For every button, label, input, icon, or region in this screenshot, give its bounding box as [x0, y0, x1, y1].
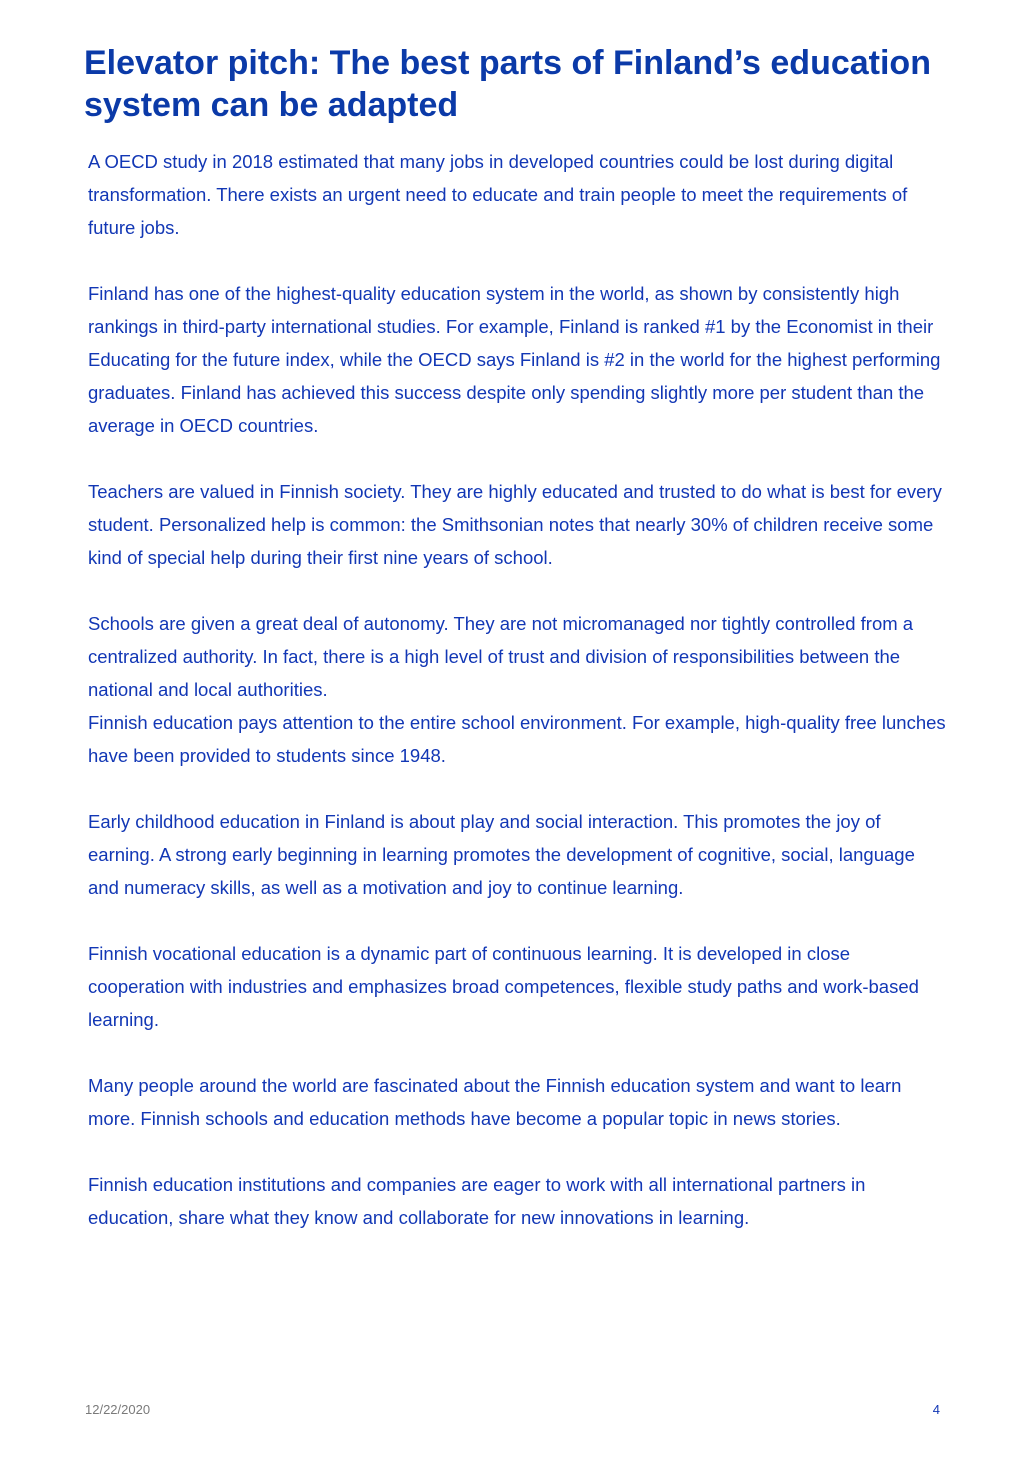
page-title: Elevator pitch: The best parts of Finland’s education system can be adapted [84, 44, 931, 124]
page-number: 4 [932, 1402, 940, 1417]
paragraph-early-childhood: Early childhood education in Finland is about play and social interaction. This promotes the joy of earning. A strong early beginning in learning promotes the development of cognitive, social, language and numeracy skills, as well as a motivation and joy to continue learning. [88, 811, 915, 898]
document-body [88, 145, 948, 1267]
paragraph-oecd-study: A OECD study in 2018 estimated that many jobs in developed countries could be lost during digital transformation. There exists an urgent need to educate and train people to meet the requirements of future jobs. [88, 151, 908, 238]
paragraph-global-interest: Many people around the world are fascinated about the Finnish education system and want to learn more. Finnish schools and education methods have become a popular topic in news stories. [88, 1075, 902, 1129]
paragraph-teachers: Teachers are valued in Finnish society. They are highly educated and trusted to do what is best for every student. Personalized help is common: the Smithsonian notes that nearly 30% of children receive some kind of special help during their first nine years of school. [88, 481, 942, 568]
paragraph-collaboration: Finnish education institutions and companies are eager to work with all international partners in education, share what they know and collaborate for new innovations in learning. [88, 1174, 866, 1228]
paragraph-rankings: Finland has one of the highest-quality education system in the world, as shown by consistently high rankings in third-party international studies. For example, Finland is ranked #1 by the Economist in their Educating for the future index, while the OECD says Finland is #2 in the world for the highest performing graduates. Finland has achieved this success despite only spending slightly more per student than the average in OECD countries. [88, 283, 941, 436]
paragraph-vocational: Finnish vocational education is a dynamic part of continuous learning. It is developed in close cooperation with industries and emphasizes broad competences, flexible study paths and work-based learning. [88, 943, 919, 1030]
footer-date: 12/22/2020 [85, 1402, 151, 1417]
paragraph-schools-autonomy: Schools are given a great deal of autonomy. They are not micromanaged nor tightly controlled from a centralized authority. In fact, there is a high level of trust and division of responsibilities between the national and local authorities. Finnish education pays attention to the entire school environment. For example, high-quality free lunches have been provided to students since 1948. [88, 613, 946, 766]
